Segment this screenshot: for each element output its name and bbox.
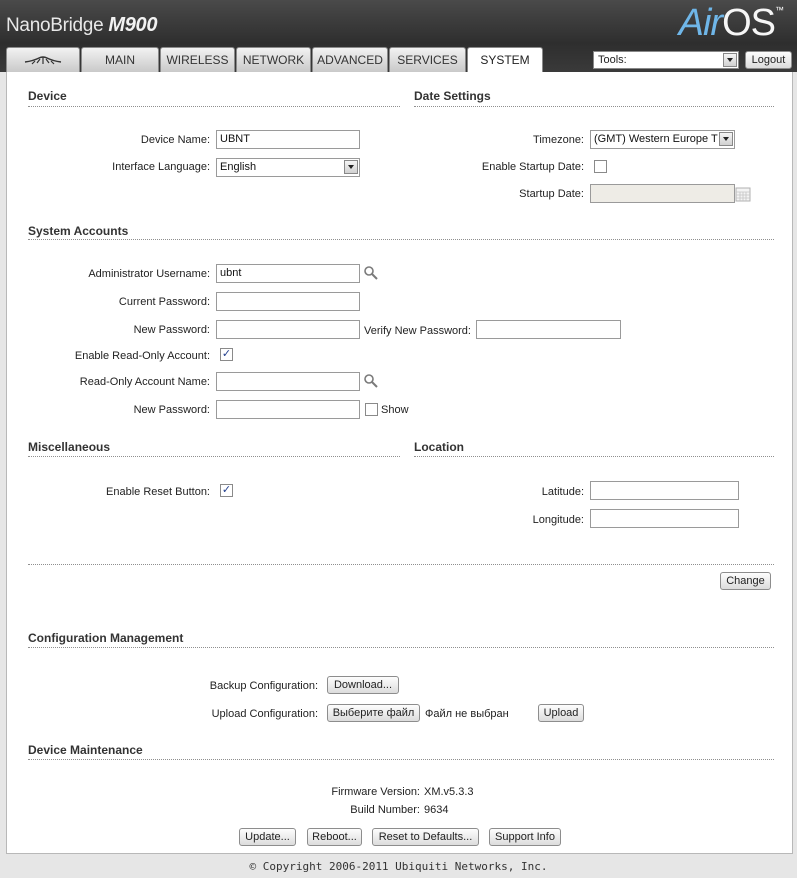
logout-button[interactable]: Logout: [745, 51, 792, 69]
longitude-label: Longitude:: [532, 514, 584, 526]
calendar-icon[interactable]: [735, 186, 751, 202]
airos-logo: AirOS™: [678, 2, 783, 44]
tools-dropdown-value: Tools:: [598, 54, 627, 66]
divider: [28, 239, 774, 240]
divider: [28, 106, 400, 107]
tab-main[interactable]: MAIN: [81, 47, 159, 72]
top-header: [0, 0, 797, 72]
readonly-password-input[interactable]: [216, 400, 360, 419]
readonly-name-label: Read-Only Account Name:: [79, 376, 210, 388]
show-password-checkbox[interactable]: [365, 403, 378, 416]
build-number-value: 9634: [424, 804, 449, 816]
timezone-select[interactable]: [590, 130, 735, 149]
enable-startup-date-label: Enable Startup Date:: [481, 161, 584, 173]
current-password-input[interactable]: [216, 292, 360, 311]
divider: [414, 456, 774, 457]
tab-system[interactable]: SYSTEM: [467, 47, 543, 73]
show-password-label: Show: [381, 404, 409, 416]
tab-wireless[interactable]: WIRELESS: [160, 47, 235, 72]
key-icon[interactable]: [363, 265, 379, 281]
interface-language-value: English: [220, 161, 257, 173]
brand-name: NanoBridge: [6, 15, 104, 36]
enable-readonly-checkbox[interactable]: ✓: [221, 348, 232, 360]
section-title-date-settings: Date Settings: [414, 89, 491, 103]
current-password-label: Current Password:: [118, 296, 210, 308]
section-title-location: Location: [414, 440, 464, 454]
section-title-device: Device: [28, 89, 67, 103]
divider: [28, 456, 400, 457]
upload-config-button[interactable]: Upload: [538, 704, 584, 722]
brand-model: M900: [108, 14, 158, 36]
divider: [28, 647, 774, 648]
latitude-label: Latitude:: [541, 486, 584, 498]
support-info-button[interactable]: Support Info: [489, 828, 561, 846]
longitude-input[interactable]: [590, 509, 739, 528]
firmware-version-label: Firmware Version:: [331, 786, 420, 798]
enable-reset-checkbox[interactable]: ✓: [221, 484, 232, 496]
section-title-configuration: Configuration Management: [28, 631, 184, 645]
admin-username-input[interactable]: ubnt: [216, 264, 360, 283]
divider: [28, 564, 774, 565]
tab-ubnt-logo[interactable]: [6, 47, 80, 72]
tools-dropdown[interactable]: [593, 51, 739, 69]
divider: [28, 759, 774, 760]
enable-startup-date-checkbox[interactable]: [594, 160, 607, 173]
new-password-input[interactable]: [216, 320, 360, 339]
section-title-system-accounts: System Accounts: [28, 224, 129, 238]
section-title-miscellaneous: Miscellaneous: [28, 440, 111, 454]
interface-language-label: Interface Language:: [112, 161, 210, 173]
latitude-input[interactable]: [590, 481, 739, 500]
verify-password-input[interactable]: [476, 320, 621, 339]
device-brand: [6, 14, 157, 37]
upload-config-label: Upload Configuration:: [211, 708, 318, 720]
startup-date-input[interactable]: [590, 184, 735, 203]
chevron-down-icon: [723, 53, 737, 67]
chevron-down-icon: [719, 132, 733, 146]
device-name-input[interactable]: UBNT: [216, 130, 360, 149]
copyright-footer: © Copyright 2006-2011 Ubiquiti Networks, Inc.: [249, 860, 548, 873]
backup-config-label: Backup Configuration:: [209, 680, 318, 692]
timezone-label: Timezone:: [533, 134, 584, 146]
choose-file-button[interactable]: Выберите файл: [327, 704, 420, 722]
reboot-button[interactable]: Reboot...: [307, 828, 362, 846]
chevron-down-icon: [344, 160, 358, 174]
tab-advanced[interactable]: ADVANCED: [312, 47, 388, 72]
verify-password-label: Verify New Password:: [364, 325, 471, 337]
download-config-button[interactable]: Download...: [327, 676, 399, 694]
tab-services[interactable]: SERVICES: [389, 47, 466, 72]
ubiquiti-logo-icon: [23, 53, 63, 67]
divider: [414, 106, 774, 107]
change-button[interactable]: Change: [720, 572, 771, 590]
build-number-label: Build Number:: [350, 804, 420, 816]
system-settings-panel: [6, 72, 793, 854]
admin-username-label: Administrator Username:: [88, 268, 210, 280]
no-file-selected-text: Файл не выбран: [425, 708, 509, 720]
enable-reset-label: Enable Reset Button:: [106, 486, 210, 498]
new-password-label: New Password:: [133, 324, 210, 336]
section-title-maintenance: Device Maintenance: [28, 743, 143, 757]
readonly-name-input[interactable]: [216, 372, 360, 391]
readonly-password-label: New Password:: [133, 404, 210, 416]
key-icon[interactable]: [363, 373, 379, 389]
update-firmware-button[interactable]: Update...: [239, 828, 296, 846]
enable-readonly-label: Enable Read-Only Account:: [74, 350, 210, 362]
interface-language-select[interactable]: [216, 158, 360, 177]
firmware-version-value: XM.v5.3.3: [424, 786, 474, 798]
timezone-value: (GMT) Western Europe T: [594, 133, 718, 145]
reset-to-defaults-button[interactable]: Reset to Defaults...: [372, 828, 479, 846]
startup-date-label: Startup Date:: [519, 188, 584, 200]
device-name-label: Device Name:: [140, 134, 210, 146]
tab-network[interactable]: NETWORK: [236, 47, 311, 72]
